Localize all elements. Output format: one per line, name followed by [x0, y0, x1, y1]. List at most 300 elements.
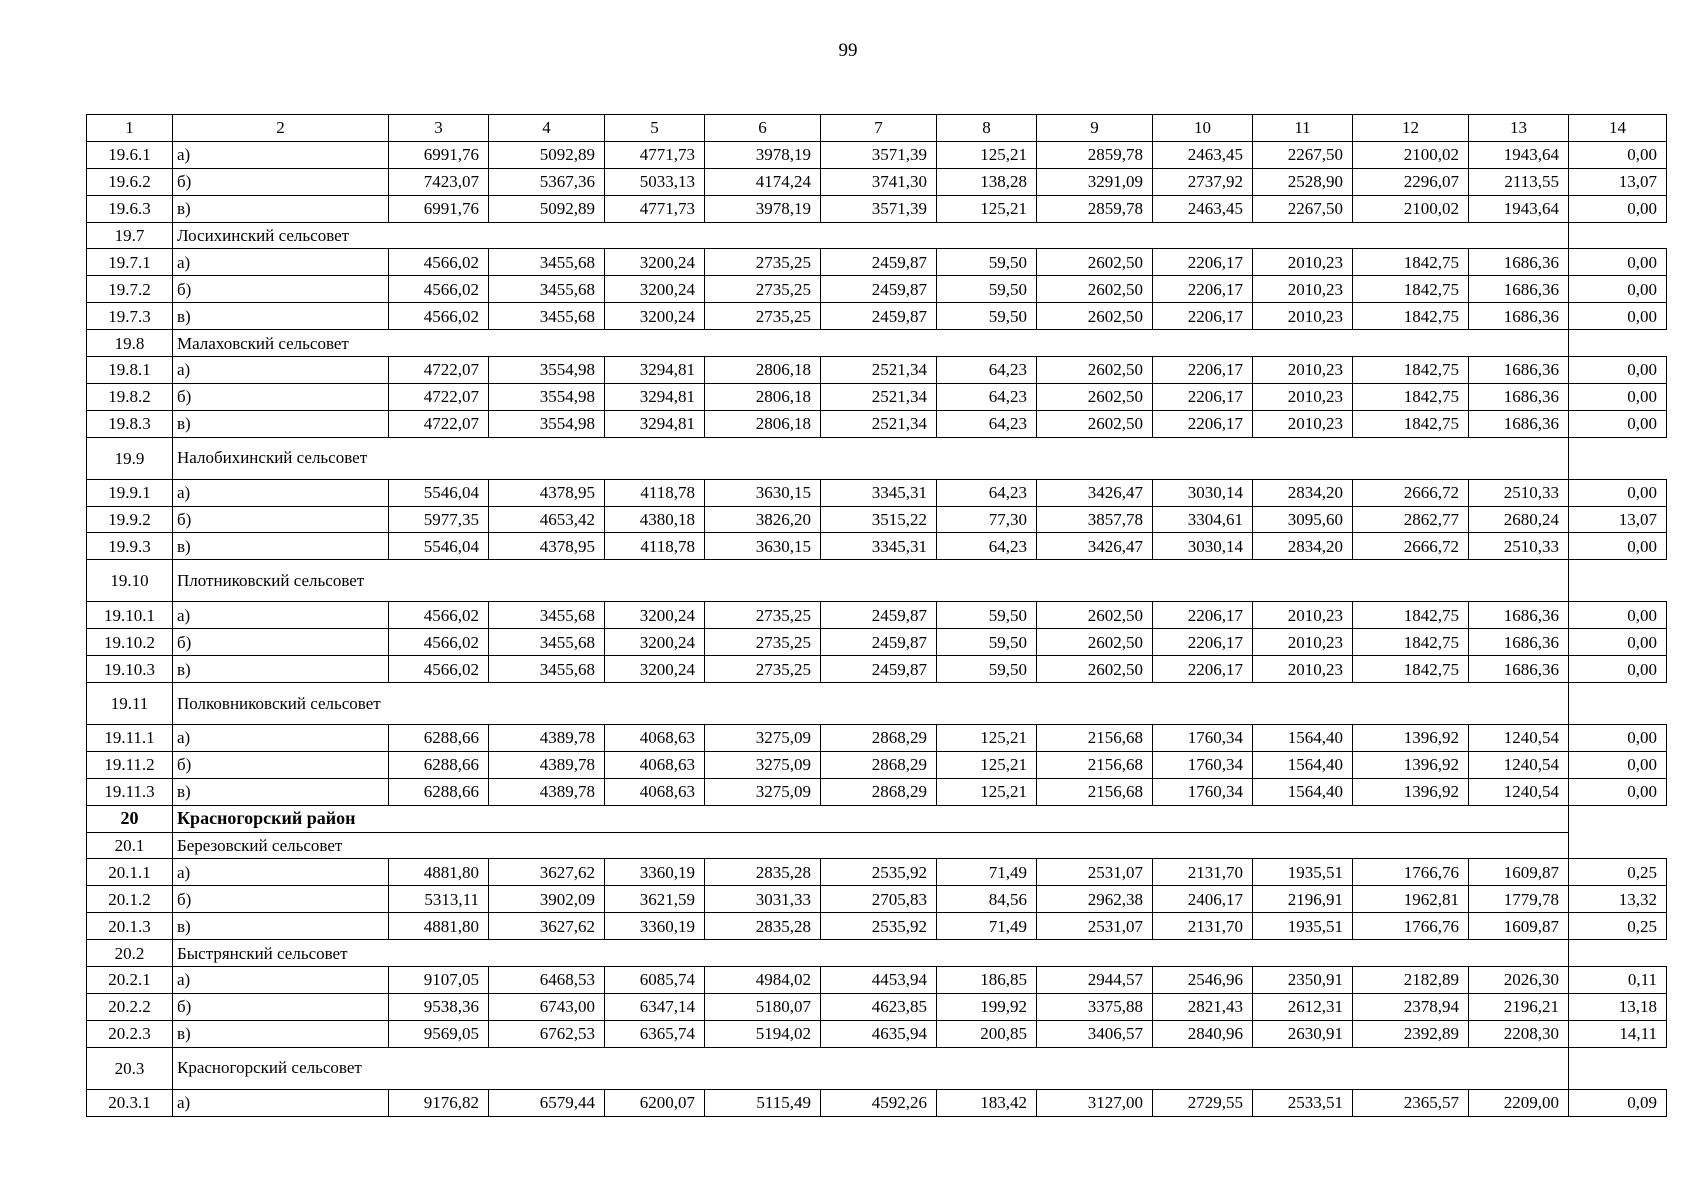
value-cell: 2100,02	[1353, 195, 1469, 222]
value-cell: 1842,75	[1353, 303, 1469, 330]
value-cell: 0,09	[1569, 1089, 1667, 1116]
value-cell: 5546,04	[389, 533, 489, 560]
value-cell: 6991,76	[389, 195, 489, 222]
value-cell: 4722,07	[389, 383, 489, 410]
value-cell: 77,30	[937, 506, 1037, 533]
value-cell: 2602,50	[1037, 656, 1153, 683]
value-cell: 59,50	[937, 303, 1037, 330]
value-cell: 4566,02	[389, 656, 489, 683]
section-name: Плотниковский сельсовет	[173, 560, 489, 602]
value-cell: 2602,50	[1037, 303, 1153, 330]
row-code: 19.10.1	[87, 602, 173, 629]
value-cell: 4380,18	[605, 506, 705, 533]
value-cell: 5367,36	[489, 168, 605, 195]
value-cell: 3627,62	[489, 859, 605, 886]
value-cell: 3200,24	[605, 303, 705, 330]
value-cell: 2535,92	[821, 913, 937, 940]
value-cell: 3857,78	[1037, 506, 1153, 533]
value-cell: 0,00	[1569, 479, 1667, 506]
value-cell: 4566,02	[389, 276, 489, 303]
value-cell: 4881,80	[389, 859, 489, 886]
table-row	[87, 993, 1667, 1020]
section-row	[87, 1047, 1667, 1089]
value-cell: 64,23	[937, 479, 1037, 506]
value-cell: 4389,78	[489, 751, 605, 778]
value-cell: 2459,87	[821, 656, 937, 683]
row-variant: а)	[173, 249, 389, 276]
value-cell: 3455,68	[489, 629, 605, 656]
value-cell: 9538,36	[389, 993, 489, 1020]
value-cell: 2206,17	[1153, 656, 1253, 683]
table-row	[87, 249, 1667, 276]
value-cell: 59,50	[937, 276, 1037, 303]
value-cell: 2735,25	[705, 303, 821, 330]
value-cell: 3455,68	[489, 656, 605, 683]
value-cell: 2602,50	[1037, 357, 1153, 384]
value-cell: 4881,80	[389, 913, 489, 940]
header-cell: 2	[173, 115, 389, 142]
value-cell: 0,00	[1569, 602, 1667, 629]
value-cell: 2365,57	[1353, 1089, 1469, 1116]
value-cell: 2206,17	[1153, 249, 1253, 276]
value-cell: 64,23	[937, 533, 1037, 560]
value-cell: 3030,14	[1153, 479, 1253, 506]
value-cell: 2859,78	[1037, 195, 1153, 222]
value-cell: 0,00	[1569, 778, 1667, 805]
value-cell: 6347,14	[605, 993, 705, 1020]
table-row	[87, 410, 1667, 437]
value-cell: 4389,78	[489, 778, 605, 805]
value-cell: 2113,55	[1469, 168, 1569, 195]
value-cell: 1240,54	[1469, 751, 1569, 778]
value-cell: 6468,53	[489, 967, 605, 994]
value-cell: 3200,24	[605, 249, 705, 276]
value-cell: 125,21	[937, 725, 1037, 752]
table-row	[87, 383, 1667, 410]
value-cell: 0,00	[1569, 751, 1667, 778]
value-cell: 2602,50	[1037, 383, 1153, 410]
value-cell: 1760,34	[1153, 725, 1253, 752]
section-name: Красногорский сельсовет	[173, 1047, 489, 1089]
value-cell: 2533,51	[1253, 1089, 1353, 1116]
value-cell: 2729,55	[1153, 1089, 1253, 1116]
section-name: Полковниковский сельсовет	[173, 683, 489, 725]
value-cell: 3455,68	[489, 276, 605, 303]
section-filler	[489, 940, 1569, 967]
value-cell: 2267,50	[1253, 195, 1353, 222]
value-cell: 6762,53	[489, 1020, 605, 1047]
value-cell: 5194,02	[705, 1020, 821, 1047]
table-row	[87, 967, 1667, 994]
header-cell: 7	[821, 115, 937, 142]
header-row	[87, 115, 1667, 142]
value-cell: 2010,23	[1253, 410, 1353, 437]
value-cell: 2602,50	[1037, 249, 1153, 276]
value-cell: 3345,31	[821, 533, 937, 560]
row-variant: в)	[173, 533, 389, 560]
value-cell: 1842,75	[1353, 276, 1469, 303]
table-row	[87, 1089, 1667, 1116]
value-cell: 4174,24	[705, 168, 821, 195]
header-cell: 3	[389, 115, 489, 142]
value-cell: 4389,78	[489, 725, 605, 752]
value-cell: 6288,66	[389, 725, 489, 752]
value-cell: 125,21	[937, 195, 1037, 222]
value-cell: 2546,96	[1153, 967, 1253, 994]
value-cell: 9176,82	[389, 1089, 489, 1116]
value-cell: 2206,17	[1153, 357, 1253, 384]
value-cell: 6579,44	[489, 1089, 605, 1116]
value-cell: 3621,59	[605, 886, 705, 913]
value-cell: 2868,29	[821, 751, 937, 778]
value-cell: 3554,98	[489, 410, 605, 437]
row-variant: а)	[173, 725, 389, 752]
row-code: 19.8.1	[87, 357, 173, 384]
district-row	[87, 805, 1667, 832]
section-row	[87, 222, 1667, 249]
value-cell: 2521,34	[821, 383, 937, 410]
value-cell: 2206,17	[1153, 276, 1253, 303]
value-cell: 4623,85	[821, 993, 937, 1020]
value-cell: 1842,75	[1353, 410, 1469, 437]
value-cell: 2459,87	[821, 276, 937, 303]
value-cell: 2834,20	[1253, 479, 1353, 506]
value-cell: 3294,81	[605, 383, 705, 410]
section-row	[87, 683, 1667, 725]
row-code: 19.10	[87, 560, 173, 602]
table-row	[87, 479, 1667, 506]
row-code: 19.8	[87, 330, 173, 357]
value-cell: 2735,25	[705, 602, 821, 629]
value-cell: 84,56	[937, 886, 1037, 913]
value-cell: 199,92	[937, 993, 1037, 1020]
table-row	[87, 168, 1667, 195]
header-cell: 12	[1353, 115, 1469, 142]
value-cell: 13,07	[1569, 506, 1667, 533]
row-variant: в)	[173, 778, 389, 805]
value-cell: 2737,92	[1153, 168, 1253, 195]
value-cell: 1842,75	[1353, 249, 1469, 276]
section-filler	[489, 222, 1569, 249]
value-cell: 4592,26	[821, 1089, 937, 1116]
table-row	[87, 778, 1667, 805]
value-cell: 6200,07	[605, 1089, 705, 1116]
value-cell: 2806,18	[705, 357, 821, 384]
value-cell: 3455,68	[489, 303, 605, 330]
value-cell: 2010,23	[1253, 249, 1353, 276]
value-cell: 6085,74	[605, 967, 705, 994]
value-cell: 2026,30	[1469, 967, 1569, 994]
row-variant: а)	[173, 602, 389, 629]
row-code: 19.9.2	[87, 506, 173, 533]
value-cell: 4068,63	[605, 725, 705, 752]
value-cell: 2206,17	[1153, 383, 1253, 410]
section-filler	[489, 560, 1569, 602]
row-code: 20.1.2	[87, 886, 173, 913]
value-cell: 14,11	[1569, 1020, 1667, 1047]
value-cell: 3978,19	[705, 195, 821, 222]
header-cell: 13	[1469, 115, 1569, 142]
row-variant: в)	[173, 656, 389, 683]
section-row	[87, 832, 1667, 859]
value-cell: 0,00	[1569, 656, 1667, 683]
row-code: 19.8.3	[87, 410, 173, 437]
value-cell: 3291,09	[1037, 168, 1153, 195]
section-name: Малаховский сельсовет	[173, 330, 489, 357]
value-cell: 2735,25	[705, 656, 821, 683]
row-code: 19.11.2	[87, 751, 173, 778]
value-cell: 6991,76	[389, 141, 489, 168]
value-cell: 6288,66	[389, 778, 489, 805]
value-cell: 2531,07	[1037, 859, 1153, 886]
row-variant: в)	[173, 1020, 389, 1047]
row-variant: б)	[173, 751, 389, 778]
value-cell: 4118,78	[605, 479, 705, 506]
value-cell: 1609,87	[1469, 913, 1569, 940]
value-cell: 5033,13	[605, 168, 705, 195]
row-variant: а)	[173, 141, 389, 168]
header-cell: 8	[937, 115, 1037, 142]
value-cell: 6743,00	[489, 993, 605, 1020]
value-cell: 1766,76	[1353, 859, 1469, 886]
value-cell: 2156,68	[1037, 751, 1153, 778]
value-cell: 2182,89	[1353, 967, 1469, 994]
value-cell: 3360,19	[605, 913, 705, 940]
row-code: 19.7.3	[87, 303, 173, 330]
row-code: 19.7	[87, 222, 173, 249]
page-number: 99	[838, 40, 858, 61]
row-code: 20.3	[87, 1047, 173, 1089]
value-cell: 3200,24	[605, 276, 705, 303]
row-code: 19.9.3	[87, 533, 173, 560]
value-cell: 2806,18	[705, 383, 821, 410]
value-cell: 0,00	[1569, 357, 1667, 384]
value-cell: 2010,23	[1253, 383, 1353, 410]
section-filler	[489, 330, 1569, 357]
value-cell: 3571,39	[821, 195, 937, 222]
row-code: 20.2	[87, 940, 173, 967]
value-cell: 3455,68	[489, 602, 605, 629]
value-cell: 0,00	[1569, 629, 1667, 656]
value-cell: 3741,30	[821, 168, 937, 195]
value-cell: 0,00	[1569, 383, 1667, 410]
value-cell: 1935,51	[1253, 859, 1353, 886]
value-cell: 0,00	[1569, 533, 1667, 560]
value-cell: 2459,87	[821, 629, 937, 656]
row-variant: а)	[173, 859, 389, 886]
value-cell: 7423,07	[389, 168, 489, 195]
section-name: Березовский сельсовет	[173, 832, 489, 859]
value-cell: 2859,78	[1037, 141, 1153, 168]
row-code: 19.10.3	[87, 656, 173, 683]
value-cell: 5180,07	[705, 993, 821, 1020]
value-cell: 2206,17	[1153, 602, 1253, 629]
row-code: 20.2.3	[87, 1020, 173, 1047]
row-code: 19.9.1	[87, 479, 173, 506]
section-filler	[489, 437, 1569, 479]
value-cell: 3200,24	[605, 656, 705, 683]
row-code: 19.6.1	[87, 141, 173, 168]
value-cell: 1943,64	[1469, 141, 1569, 168]
value-cell: 4566,02	[389, 303, 489, 330]
value-cell: 2196,21	[1469, 993, 1569, 1020]
value-cell: 0,00	[1569, 141, 1667, 168]
value-cell: 6365,74	[605, 1020, 705, 1047]
value-cell: 5977,35	[389, 506, 489, 533]
value-cell: 2196,91	[1253, 886, 1353, 913]
value-cell: 4566,02	[389, 249, 489, 276]
section-row	[87, 330, 1667, 357]
table-row	[87, 656, 1667, 683]
row-code: 19.10.2	[87, 629, 173, 656]
value-cell: 3127,00	[1037, 1089, 1153, 1116]
table-row	[87, 913, 1667, 940]
value-cell: 0,11	[1569, 967, 1667, 994]
row-code: 19.9	[87, 437, 173, 479]
value-cell: 4378,95	[489, 533, 605, 560]
value-cell: 2735,25	[705, 629, 821, 656]
value-cell: 3455,68	[489, 249, 605, 276]
row-code: 19.8.2	[87, 383, 173, 410]
value-cell: 0,00	[1569, 725, 1667, 752]
row-code: 20.1.1	[87, 859, 173, 886]
value-cell: 2392,89	[1353, 1020, 1469, 1047]
value-cell: 1962,81	[1353, 886, 1469, 913]
value-cell: 125,21	[937, 751, 1037, 778]
value-cell: 1686,36	[1469, 629, 1569, 656]
header-cell: 10	[1153, 115, 1253, 142]
value-cell: 2209,00	[1469, 1089, 1569, 1116]
value-cell: 1240,54	[1469, 778, 1569, 805]
value-cell: 0,00	[1569, 303, 1667, 330]
value-cell: 4068,63	[605, 751, 705, 778]
value-cell: 2296,07	[1353, 168, 1469, 195]
value-cell: 2602,50	[1037, 629, 1153, 656]
value-cell: 3031,33	[705, 886, 821, 913]
row-variant: б)	[173, 993, 389, 1020]
value-cell: 4771,73	[605, 141, 705, 168]
value-cell: 1564,40	[1253, 751, 1353, 778]
table-row	[87, 195, 1667, 222]
table-row	[87, 886, 1667, 913]
value-cell: 2010,23	[1253, 656, 1353, 683]
value-cell: 2821,43	[1153, 993, 1253, 1020]
value-cell: 2602,50	[1037, 410, 1153, 437]
row-variant: б)	[173, 629, 389, 656]
value-cell: 4453,94	[821, 967, 937, 994]
value-cell: 1686,36	[1469, 249, 1569, 276]
row-code: 20.2.2	[87, 993, 173, 1020]
value-cell: 5092,89	[489, 195, 605, 222]
value-cell: 3978,19	[705, 141, 821, 168]
value-cell: 3275,09	[705, 725, 821, 752]
value-cell: 1935,51	[1253, 913, 1353, 940]
row-variant: б)	[173, 506, 389, 533]
header-cell: 5	[605, 115, 705, 142]
value-cell: 1842,75	[1353, 629, 1469, 656]
table-row	[87, 629, 1667, 656]
value-cell: 0,00	[1569, 410, 1667, 437]
value-cell: 1609,87	[1469, 859, 1569, 886]
value-cell: 1686,36	[1469, 303, 1569, 330]
value-cell: 2521,34	[821, 410, 937, 437]
value-cell: 64,23	[937, 410, 1037, 437]
value-cell: 5115,49	[705, 1089, 821, 1116]
table-row	[87, 141, 1667, 168]
row-variant: б)	[173, 383, 389, 410]
section-filler	[489, 1047, 1569, 1089]
value-cell: 200,85	[937, 1020, 1037, 1047]
value-cell: 64,23	[937, 383, 1037, 410]
header-cell: 1	[87, 115, 173, 142]
value-cell: 2612,31	[1253, 993, 1353, 1020]
value-cell: 4566,02	[389, 602, 489, 629]
value-cell: 183,42	[937, 1089, 1037, 1116]
value-cell: 59,50	[937, 629, 1037, 656]
table-row	[87, 725, 1667, 752]
table-row	[87, 303, 1667, 330]
header-cell: 14	[1569, 115, 1667, 142]
value-cell: 2868,29	[821, 778, 937, 805]
value-cell: 2131,70	[1153, 859, 1253, 886]
value-cell: 71,49	[937, 859, 1037, 886]
section-filler	[489, 832, 1569, 859]
value-cell: 1564,40	[1253, 778, 1353, 805]
value-cell: 2868,29	[821, 725, 937, 752]
value-cell: 2131,70	[1153, 913, 1253, 940]
value-cell: 2510,33	[1469, 479, 1569, 506]
value-cell: 0,25	[1569, 913, 1667, 940]
value-cell: 3294,81	[605, 357, 705, 384]
value-cell: 2528,90	[1253, 168, 1353, 195]
table-row	[87, 276, 1667, 303]
value-cell: 4771,73	[605, 195, 705, 222]
value-cell: 59,50	[937, 602, 1037, 629]
value-cell: 3375,88	[1037, 993, 1153, 1020]
table-body	[87, 115, 1667, 1117]
value-cell: 2510,33	[1469, 533, 1569, 560]
value-cell: 71,49	[937, 913, 1037, 940]
section-name: Быстрянский сельсовет	[173, 940, 489, 967]
row-variant: в)	[173, 195, 389, 222]
row-code: 19.11.3	[87, 778, 173, 805]
value-cell: 2735,25	[705, 249, 821, 276]
value-cell: 4068,63	[605, 778, 705, 805]
row-variant: б)	[173, 168, 389, 195]
table-row	[87, 1020, 1667, 1047]
value-cell: 1564,40	[1253, 725, 1353, 752]
value-cell: 3826,20	[705, 506, 821, 533]
value-cell: 2835,28	[705, 859, 821, 886]
value-cell: 1396,92	[1353, 751, 1469, 778]
value-cell: 2705,83	[821, 886, 937, 913]
value-cell: 2666,72	[1353, 533, 1469, 560]
value-cell: 3554,98	[489, 383, 605, 410]
value-cell: 2010,23	[1253, 357, 1353, 384]
row-variant: а)	[173, 1089, 389, 1116]
value-cell: 2206,17	[1153, 410, 1253, 437]
value-cell: 2602,50	[1037, 276, 1153, 303]
table-row	[87, 751, 1667, 778]
value-cell: 2834,20	[1253, 533, 1353, 560]
value-cell: 13,32	[1569, 886, 1667, 913]
value-cell: 0,00	[1569, 249, 1667, 276]
value-cell: 2531,07	[1037, 913, 1153, 940]
value-cell: 3200,24	[605, 602, 705, 629]
value-cell: 4635,94	[821, 1020, 937, 1047]
value-cell: 2535,92	[821, 859, 937, 886]
row-code: 19.11	[87, 683, 173, 725]
